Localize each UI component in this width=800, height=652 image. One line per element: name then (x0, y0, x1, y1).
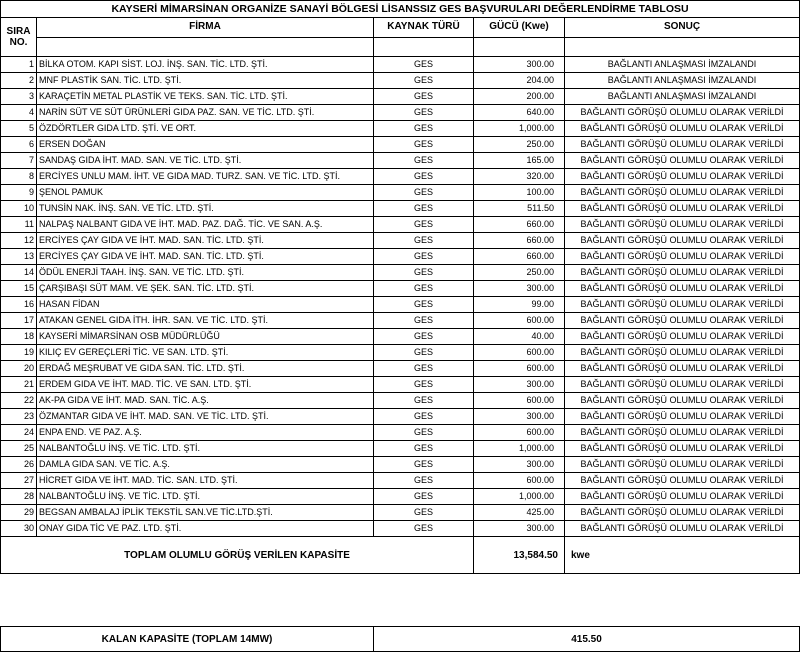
row-sonuc: BAĞLANTI GÖRÜŞÜ OLUMLU OLARAK VERİLDİ (565, 425, 800, 441)
table-row (1, 521, 800, 537)
table-row (1, 201, 800, 217)
row-kaynak: GES (374, 457, 474, 473)
row-sonuc: BAĞLANTI GÖRÜŞÜ OLUMLU OLARAK VERİLDİ (565, 313, 800, 329)
row-kaynak: GES (374, 409, 474, 425)
row-firma: ATAKAN GENEL GIDA İTH. İHR. SAN. VE TİC. LTD. ŞTİ. (37, 313, 374, 329)
row-kaynak: GES (374, 441, 474, 457)
table-row (1, 473, 800, 489)
table-row (1, 505, 800, 521)
row-firma: AK-PA GIDA VE İHT. MAD. SAN. TİC. A.Ş. (37, 393, 374, 409)
row-number: 24 (1, 425, 37, 441)
row-guc: 250.00 (474, 137, 565, 153)
row-number: 5 (1, 121, 37, 137)
row-firma: HİCRET GIDA VE İHT. MAD. TİC. SAN. LTD. ŞTİ. (37, 473, 374, 489)
row-firma: ERCİYES ÇAY GIDA VE İHT. MAD. SAN. TİC. LTD. ŞTİ. (37, 249, 374, 265)
row-guc: 600.00 (474, 425, 565, 441)
row-sonuc: BAĞLANTI GÖRÜŞÜ OLUMLU OLARAK VERİLDİ (565, 409, 800, 425)
table-row (1, 361, 800, 377)
row-guc: 600.00 (474, 393, 565, 409)
row-number: 22 (1, 393, 37, 409)
table-title: KAYSERİ MİMARSİNAN ORGANİZE SANAYİ BÖLGESİ LİSANSSIZ GES BAŞVURULARI DEĞERLENDİRME TABLOSU (1, 1, 800, 18)
header-spacer (374, 37, 474, 57)
row-firma: BİLKA OTOM. KAPI SİST. LOJ. İNŞ. SAN. TİC. LTD. ŞTİ. (37, 57, 374, 73)
table-row (1, 105, 800, 121)
row-sonuc: BAĞLANTI GÖRÜŞÜ OLUMLU OLARAK VERİLDİ (565, 185, 800, 201)
row-guc: 1,000.00 (474, 441, 565, 457)
header-firma: FİRMA (37, 18, 374, 38)
row-guc: 250.00 (474, 265, 565, 281)
row-number: 28 (1, 489, 37, 505)
row-guc: 600.00 (474, 345, 565, 361)
row-kaynak: GES (374, 393, 474, 409)
row-kaynak: GES (374, 505, 474, 521)
header-row-2 (1, 37, 800, 57)
row-number: 23 (1, 409, 37, 425)
row-guc: 1,000.00 (474, 121, 565, 137)
row-kaynak: GES (374, 73, 474, 89)
table-row (1, 313, 800, 329)
row-kaynak: GES (374, 105, 474, 121)
header-kaynak: KAYNAK TÜRÜ (374, 18, 474, 38)
table-row (1, 281, 800, 297)
row-number: 30 (1, 521, 37, 537)
row-kaynak: GES (374, 345, 474, 361)
row-sonuc: BAĞLANTI GÖRÜŞÜ OLUMLU OLARAK VERİLDİ (565, 521, 800, 537)
row-number: 7 (1, 153, 37, 169)
table-row (1, 441, 800, 457)
row-number: 13 (1, 249, 37, 265)
table-row (1, 121, 800, 137)
row-firma: KAYSERİ MİMARSİNAN OSB MÜDÜRLÜĞÜ (37, 329, 374, 345)
row-guc: 200.00 (474, 89, 565, 105)
row-firma: ERDEM GIDA VE İHT. MAD. TİC. VE SAN. LTD. ŞTİ. (37, 377, 374, 393)
table-row (1, 233, 800, 249)
row-firma: BEGSAN AMBALAJ İPLİK TEKSTİL SAN.VE TİC.LTD.ŞTİ. (37, 505, 374, 521)
row-number: 20 (1, 361, 37, 377)
row-kaynak: GES (374, 377, 474, 393)
row-kaynak: GES (374, 473, 474, 489)
remaining-row (1, 627, 800, 652)
row-kaynak: GES (374, 489, 474, 505)
row-number: 6 (1, 137, 37, 153)
header-spacer (37, 37, 374, 57)
row-firma: KARAÇETİN METAL PLASTİK VE TEKS. SAN. TİC. LTD. ŞTİ. (37, 89, 374, 105)
row-kaynak: GES (374, 265, 474, 281)
row-firma: ERCİYES UNLU MAM. İHT. VE GIDA MAD. TURZ. SAN. VE TİC. LTD. ŞTİ. (37, 169, 374, 185)
row-guc: 660.00 (474, 233, 565, 249)
row-sonuc: BAĞLANTI GÖRÜŞÜ OLUMLU OLARAK VERİLDİ (565, 489, 800, 505)
row-guc: 300.00 (474, 409, 565, 425)
row-number: 16 (1, 297, 37, 313)
row-guc: 660.00 (474, 249, 565, 265)
row-guc: 320.00 (474, 169, 565, 185)
row-firma: TUNSİN NAK. İNŞ. SAN. VE TİC. LTD. ŞTİ. (37, 201, 374, 217)
row-sonuc: BAĞLANTI GÖRÜŞÜ OLUMLU OLARAK VERİLDİ (565, 473, 800, 489)
table-row (1, 249, 800, 265)
row-guc: 425.00 (474, 505, 565, 521)
row-guc: 300.00 (474, 457, 565, 473)
row-kaynak: GES (374, 249, 474, 265)
remaining-label: KALAN KAPASİTE (TOPLAM 14MW) (1, 627, 374, 652)
row-guc: 660.00 (474, 217, 565, 233)
header-row-1 (1, 18, 800, 38)
row-number: 15 (1, 281, 37, 297)
row-kaynak: GES (374, 57, 474, 73)
table-row (1, 185, 800, 201)
table-row (1, 265, 800, 281)
row-number: 19 (1, 345, 37, 361)
row-sonuc: BAĞLANTI GÖRÜŞÜ OLUMLU OLARAK VERİLDİ (565, 233, 800, 249)
row-sonuc: BAĞLANTI GÖRÜŞÜ OLUMLU OLARAK VERİLDİ (565, 441, 800, 457)
row-number: 18 (1, 329, 37, 345)
summary-row (1, 537, 800, 574)
header-sonuc: SONUÇ (565, 18, 800, 38)
row-guc: 600.00 (474, 313, 565, 329)
row-sonuc: BAĞLANTI GÖRÜŞÜ OLUMLU OLARAK VERİLDİ (565, 297, 800, 313)
row-sonuc: BAĞLANTI GÖRÜŞÜ OLUMLU OLARAK VERİLDİ (565, 361, 800, 377)
row-firma: NALBANTOĞLU İNŞ. VE TİC. LTD. ŞTİ. (37, 489, 374, 505)
row-sonuc: BAĞLANTI GÖRÜŞÜ OLUMLU OLARAK VERİLDİ (565, 201, 800, 217)
row-sonuc: BAĞLANTI GÖRÜŞÜ OLUMLU OLARAK VERİLDİ (565, 505, 800, 521)
row-sonuc: BAĞLANTI GÖRÜŞÜ OLUMLU OLARAK VERİLDİ (565, 345, 800, 361)
row-kaynak: GES (374, 121, 474, 137)
row-sonuc: BAĞLANTI GÖRÜŞÜ OLUMLU OLARAK VERİLDİ (565, 281, 800, 297)
row-number: 1 (1, 57, 37, 73)
row-firma: DAMLA GIDA SAN. VE TİC. A.Ş. (37, 457, 374, 473)
row-guc: 600.00 (474, 473, 565, 489)
row-kaynak: GES (374, 281, 474, 297)
row-number: 8 (1, 169, 37, 185)
row-sonuc: BAĞLANTI GÖRÜŞÜ OLUMLU OLARAK VERİLDİ (565, 137, 800, 153)
row-number: 3 (1, 89, 37, 105)
row-guc: 300.00 (474, 57, 565, 73)
remaining-value: 415.50 (374, 627, 800, 652)
row-guc: 165.00 (474, 153, 565, 169)
row-sonuc: BAĞLANTI GÖRÜŞÜ OLUMLU OLARAK VERİLDİ (565, 105, 800, 121)
table-row (1, 345, 800, 361)
row-firma: ÇARŞIBAŞI SÜT MAM. VE ŞEK. SAN. TİC. LTD. ŞTİ. (37, 281, 374, 297)
table-row (1, 457, 800, 473)
row-sonuc: BAĞLANTI GÖRÜŞÜ OLUMLU OLARAK VERİLDİ (565, 377, 800, 393)
row-guc: 640.00 (474, 105, 565, 121)
row-number: 25 (1, 441, 37, 457)
table-row (1, 329, 800, 345)
row-sonuc: BAĞLANTI ANLAŞMASI İMZALANDI (565, 57, 800, 73)
table-row (1, 393, 800, 409)
table-row (1, 297, 800, 313)
row-sonuc: BAĞLANTI GÖRÜŞÜ OLUMLU OLARAK VERİLDİ (565, 393, 800, 409)
row-number: 12 (1, 233, 37, 249)
row-firma: HASAN FİDAN (37, 297, 374, 313)
row-kaynak: GES (374, 521, 474, 537)
row-firma: ÖDÜL ENERJİ TAAH. İNŞ. SAN. VE TİC. LTD. ŞTİ. (37, 265, 374, 281)
row-guc: 99.00 (474, 297, 565, 313)
row-number: 14 (1, 265, 37, 281)
row-firma: ÖZMANTAR GIDA VE İHT. MAD. SAN. VE TİC. LTD. ŞTİ. (37, 409, 374, 425)
header-spacer (565, 37, 800, 57)
row-number: 27 (1, 473, 37, 489)
table-row (1, 57, 800, 73)
header-sira (1, 18, 37, 57)
row-guc: 300.00 (474, 521, 565, 537)
row-guc: 100.00 (474, 185, 565, 201)
row-sonuc: BAĞLANTI GÖRÜŞÜ OLUMLU OLARAK VERİLDİ (565, 217, 800, 233)
row-kaynak: GES (374, 137, 474, 153)
title-row (1, 1, 800, 18)
summary-label: TOPLAM OLUMLU GÖRÜŞ VERİLEN KAPASİTE (1, 537, 474, 574)
row-kaynak: GES (374, 185, 474, 201)
row-kaynak: GES (374, 201, 474, 217)
row-number: 21 (1, 377, 37, 393)
row-kaynak: GES (374, 313, 474, 329)
row-firma: ÖZDÖRTLER GIDA LTD. ŞTİ. VE ORT. (37, 121, 374, 137)
row-sonuc: BAĞLANTI GÖRÜŞÜ OLUMLU OLARAK VERİLDİ (565, 249, 800, 265)
row-number: 4 (1, 105, 37, 121)
row-sonuc: BAĞLANTI GÖRÜŞÜ OLUMLU OLARAK VERİLDİ (565, 265, 800, 281)
row-kaynak: GES (374, 153, 474, 169)
table-row (1, 89, 800, 105)
row-guc: 511.50 (474, 201, 565, 217)
row-number: 10 (1, 201, 37, 217)
row-sonuc: BAĞLANTI GÖRÜŞÜ OLUMLU OLARAK VERİLDİ (565, 329, 800, 345)
row-kaynak: GES (374, 233, 474, 249)
row-kaynak: GES (374, 361, 474, 377)
row-kaynak: GES (374, 329, 474, 345)
row-firma: ŞENOL PAMUK (37, 185, 374, 201)
table-row (1, 169, 800, 185)
row-kaynak: GES (374, 425, 474, 441)
header-spacer (474, 37, 565, 57)
row-sonuc: BAĞLANTI GÖRÜŞÜ OLUMLU OLARAK VERİLDİ (565, 457, 800, 473)
row-firma: NARİN SÜT VE SÜT ÜRÜNLERİ GIDA PAZ. SAN. VE TİC. LTD. ŞTİ. (37, 105, 374, 121)
row-sonuc: BAĞLANTI ANLAŞMASI İMZALANDI (565, 89, 800, 105)
row-firma: NALBANTOĞLU İNŞ. VE TİC. LTD. ŞTİ. (37, 441, 374, 457)
table-row (1, 377, 800, 393)
table-row (1, 137, 800, 153)
row-number: 9 (1, 185, 37, 201)
remaining-capacity-table (0, 626, 800, 652)
row-kaynak: GES (374, 217, 474, 233)
row-kaynak: GES (374, 89, 474, 105)
row-sonuc: BAĞLANTI ANLAŞMASI İMZALANDI (565, 73, 800, 89)
table-row (1, 489, 800, 505)
row-number: 2 (1, 73, 37, 89)
summary-unit: kwe (565, 537, 800, 574)
table-row (1, 425, 800, 441)
row-guc: 204.00 (474, 73, 565, 89)
summary-value: 13,584.50 (474, 537, 565, 574)
row-number: 26 (1, 457, 37, 473)
row-number: 11 (1, 217, 37, 233)
row-guc: 600.00 (474, 361, 565, 377)
table-row (1, 153, 800, 169)
header-guc: GÜCÜ (Kwe) (474, 18, 565, 38)
row-guc: 1,000.00 (474, 489, 565, 505)
header-sira-line1: SIRA (6, 26, 31, 37)
row-sonuc: BAĞLANTI GÖRÜŞÜ OLUMLU OLARAK VERİLDİ (565, 153, 800, 169)
row-number: 29 (1, 505, 37, 521)
row-firma: NALPAŞ NALBANT GIDA VE İHT. MAD. PAZ. DAĞ. TİC. VE SAN. A.Ş. (37, 217, 374, 233)
row-firma: ERDAĞ MEŞRUBAT VE GIDA SAN. TİC. LTD. ŞTİ. (37, 361, 374, 377)
row-firma: SANDAŞ GIDA İHT. MAD. SAN. VE TİC. LTD. ŞTİ. (37, 153, 374, 169)
table-row (1, 217, 800, 233)
row-guc: 300.00 (474, 377, 565, 393)
header-sira-line2: NO. (9, 37, 28, 48)
row-firma: ONAY GIDA TİC VE PAZ. LTD. ŞTİ. (37, 521, 374, 537)
row-firma: ENPA END. VE PAZ. A.Ş. (37, 425, 374, 441)
row-guc: 40.00 (474, 329, 565, 345)
table-row (1, 73, 800, 89)
row-firma: ERCİYES ÇAY GIDA VE İHT. MAD. SAN. TİC. LTD. ŞTİ. (37, 233, 374, 249)
row-firma: ERSEN DOĞAN (37, 137, 374, 153)
row-number: 17 (1, 313, 37, 329)
row-guc: 300.00 (474, 281, 565, 297)
row-kaynak: GES (374, 169, 474, 185)
row-sonuc: BAĞLANTI GÖRÜŞÜ OLUMLU OLARAK VERİLDİ (565, 121, 800, 137)
row-sonuc: BAĞLANTI GÖRÜŞÜ OLUMLU OLARAK VERİLDİ (565, 169, 800, 185)
row-firma: KILIÇ EV GEREÇLERİ TİC. VE SAN. LTD. ŞTİ. (37, 345, 374, 361)
row-firma: MNF PLASTİK SAN. TİC. LTD. ŞTİ. (37, 73, 374, 89)
row-kaynak: GES (374, 297, 474, 313)
table-row (1, 409, 800, 425)
